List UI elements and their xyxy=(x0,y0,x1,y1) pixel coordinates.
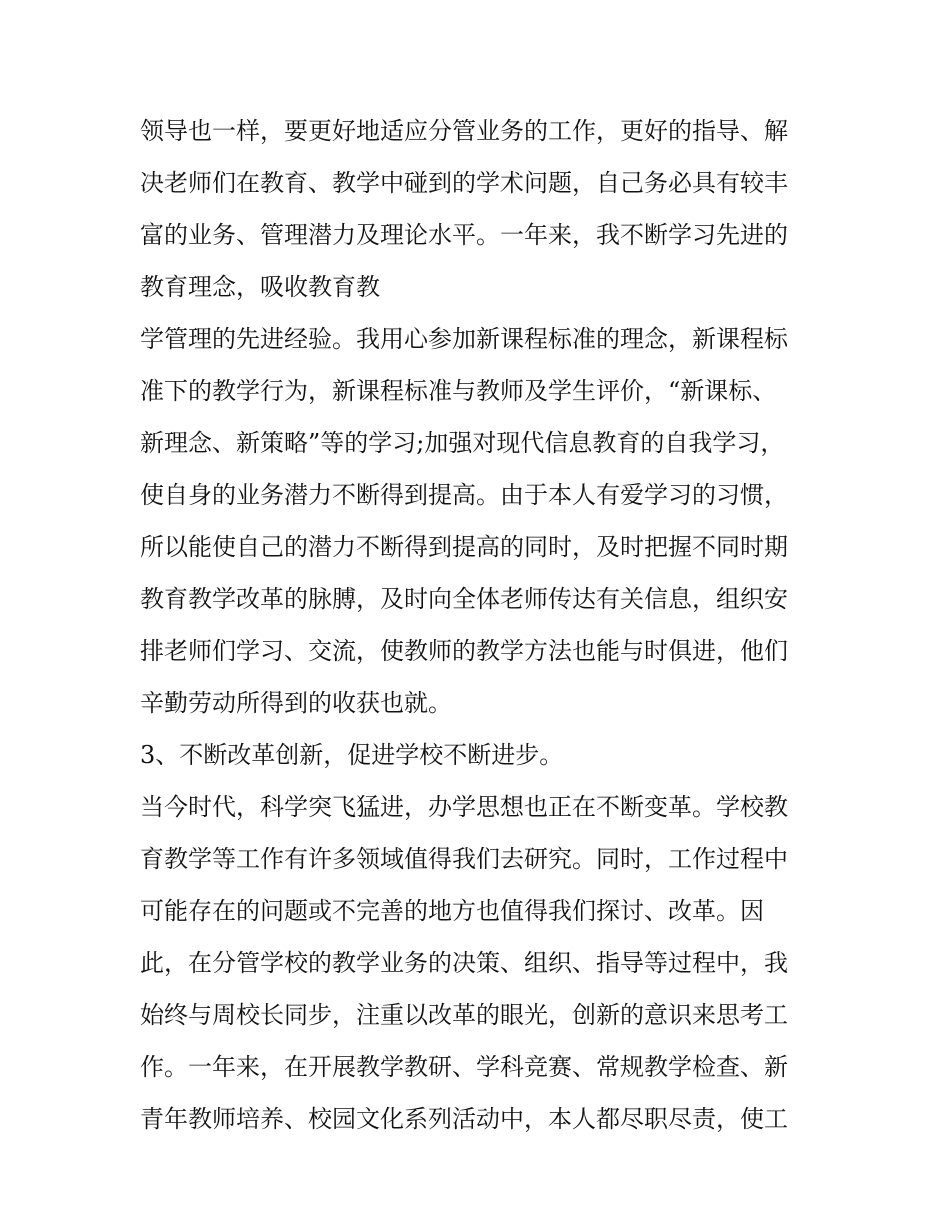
text-line: 所以能使自己的潜力不断得到提高的同时，及时把握不同时期 xyxy=(140,533,788,561)
text-line: 教育教学改革的脉膊，及时向全体老师传达有关信息，组织安 xyxy=(140,585,788,613)
text-line: 准下的教学行为，新课程标准与教师及学生评价，“新课标、 xyxy=(140,377,777,405)
text-line: 领导也一样，要更好地适应分管业务的工作，更好的指导、解 xyxy=(140,117,788,145)
text-line: 可能存在的问题或不完善的地方也值得我们探讨、改革。因 xyxy=(140,897,764,925)
text-line: 当今时代，科学突飞猛进，办学思想也正在不断变革。学校教 xyxy=(140,793,788,821)
section-heading: 3、不断改革创新，促进学校不断进步。 xyxy=(140,741,564,769)
text-line: 作。一年来，在开展教学教研、学科竞赛、常规教学检查、新 xyxy=(140,1053,788,1081)
text-line: 使自身的业务潜力不断得到提高。由于本人有爱学习的习惯， xyxy=(140,481,788,509)
text-line: 排老师们学习、交流，使教师的教学方法也能与时俱进，他们 xyxy=(140,637,788,665)
text-line: 辛勤劳动所得到的收获也就。 xyxy=(140,689,452,717)
text-line: 青年教师培养、校园文化系列活动中，本人都尽职尽责，使工 xyxy=(140,1105,788,1133)
text-line: 始终与周校长同步，注重以改革的眼光，创新的意识来思考工 xyxy=(140,1001,788,1029)
text-line: 新理念、新策略”等的学习;加强对现代信息教育的自我学习， xyxy=(140,429,785,457)
text-line: 决老师们在教育、教学中碰到的学术问题，自己务必具有较丰 xyxy=(140,169,788,197)
text-line: 富的业务、管理潜力及理论水平。一年来，我不断学习先进的 xyxy=(140,221,788,249)
body-text xyxy=(140,105,820,1145)
text-line: 学管理的先进经验。我用心参加新课程标准的理念，新课程标 xyxy=(140,325,788,353)
text-line: 教育理念，吸收教育教 xyxy=(140,273,380,301)
text-line: 育教学等工作有许多领域值得我们去研究。同时，工作过程中 xyxy=(140,845,788,873)
text-line: 此，在分管学校的教学业务的决策、组织、指导等过程中，我 xyxy=(140,949,788,977)
